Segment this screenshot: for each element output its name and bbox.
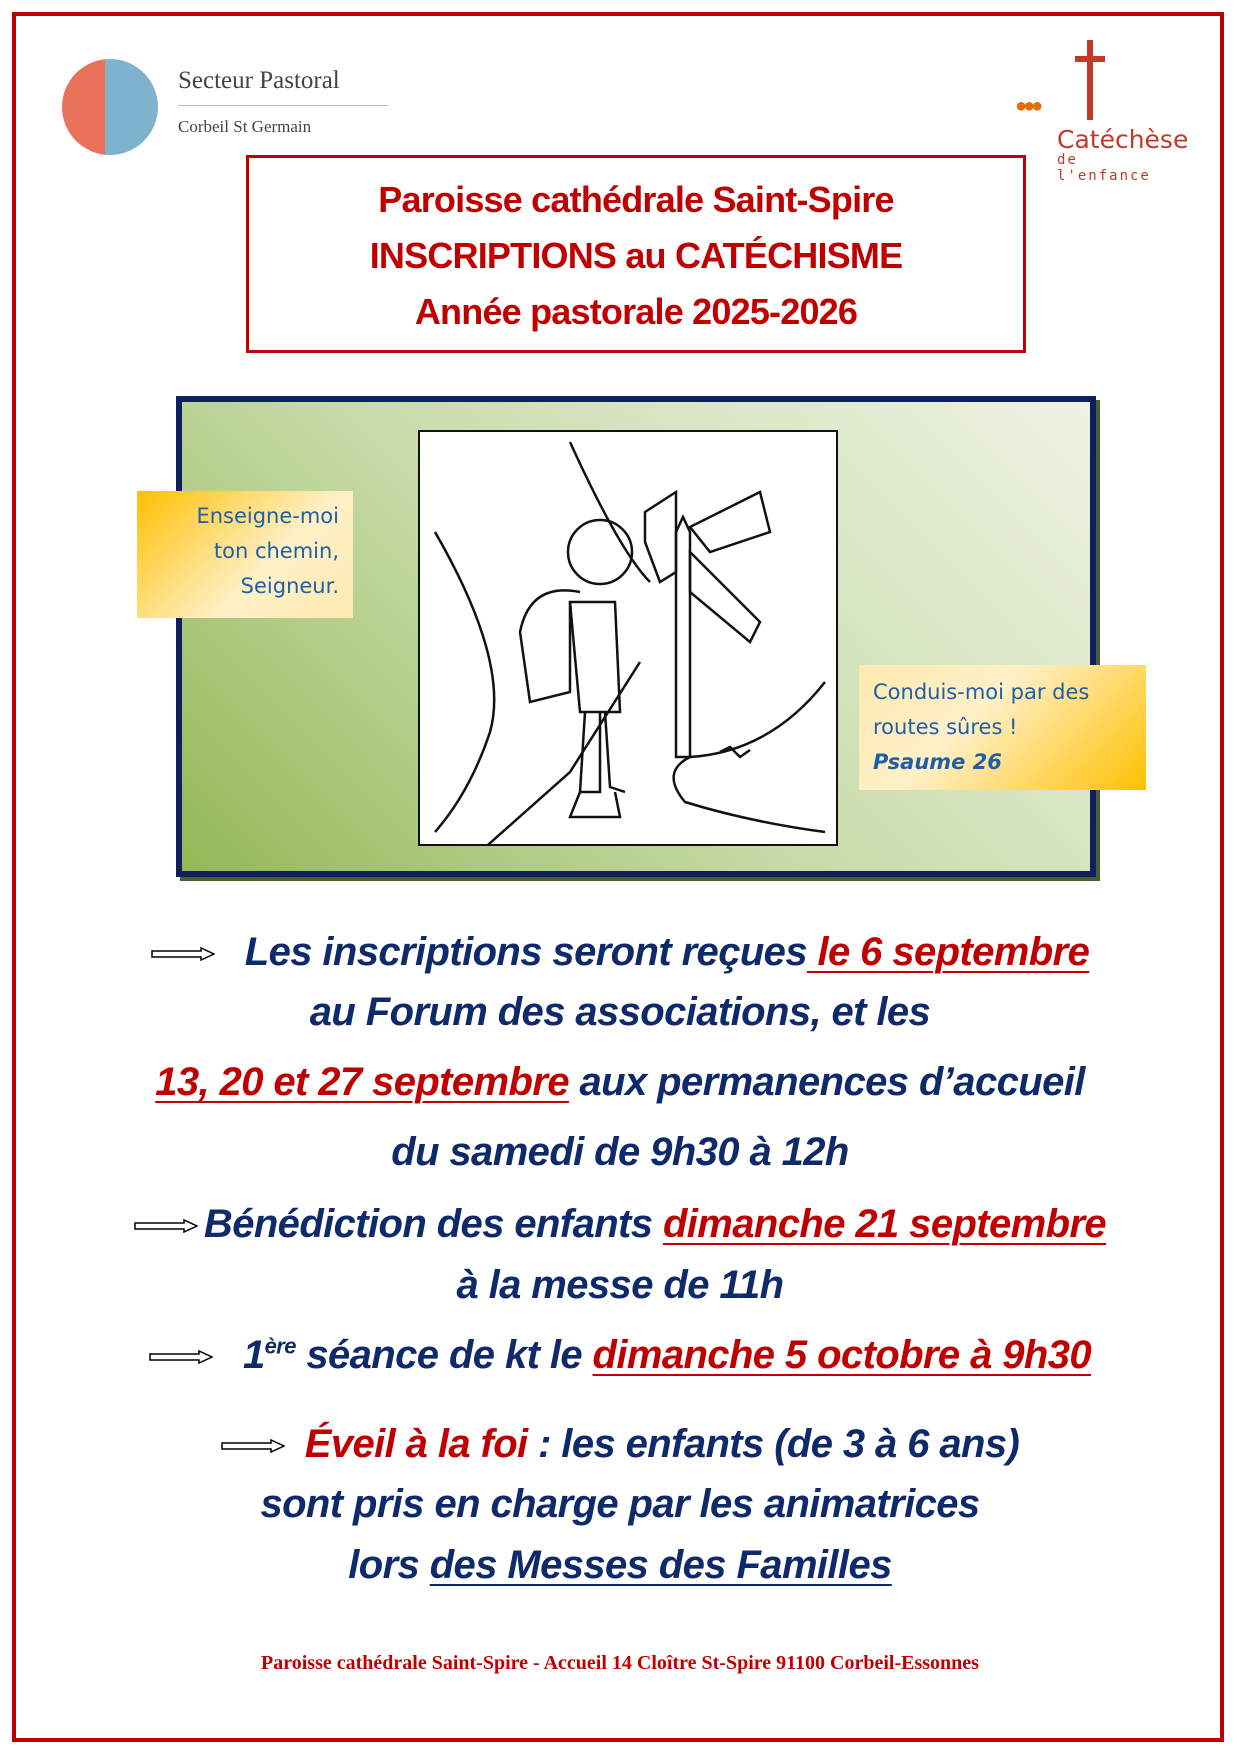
info-line-benediction	[0, 1202, 1240, 1247]
cross-bar	[1075, 56, 1105, 62]
superscript: ère	[264, 1333, 296, 1359]
cross-icon	[1087, 40, 1093, 120]
footer-address: Paroisse cathédrale Saint-Spire - Accueil 14 Cloître St-Spire 91100 Corbeil-Essonnes	[261, 1652, 979, 1674]
catechese-logo	[1005, 40, 1189, 184]
note-left-line: Enseigne-moi	[196, 504, 339, 528]
info-line-animatrices: sont pris en charge par les animatrices	[260, 1482, 980, 1526]
quote-note-left	[137, 491, 353, 618]
info-line-inscriptions	[0, 930, 1240, 975]
date-highlight: dimanche 21 septembre	[662, 1202, 1107, 1246]
date-highlight: dimanche 5 octobre à 9h30	[592, 1333, 1092, 1377]
eveil-highlight: Éveil à la foi	[304, 1422, 528, 1466]
arrow-right-icon	[149, 1350, 213, 1364]
info-line-eveil	[0, 1422, 1240, 1467]
info-line-mass: à la messe de 11h	[456, 1263, 784, 1307]
catechese-logo-subtitle: de l'enfance	[1057, 152, 1151, 184]
date-highlight: 13, 20 et 27 septembre	[155, 1060, 569, 1104]
arrow-right-icon	[221, 1439, 285, 1453]
text: aux permanences d’accueil	[568, 1060, 1085, 1104]
info-line-forum: au Forum des associations, et les	[309, 990, 931, 1034]
secteur-pastoral-logo	[62, 55, 402, 155]
text: 1	[242, 1333, 265, 1377]
quote-note-right	[859, 665, 1146, 790]
text: Les inscriptions seront reçues	[244, 930, 807, 974]
info-line-messes	[0, 1543, 1240, 1588]
text: lors	[348, 1543, 430, 1587]
logo-title: Secteur Pastoral	[178, 67, 340, 94]
info-line-permanences	[0, 1060, 1240, 1105]
title-box	[246, 155, 1026, 353]
note-left-line: ton chemin,	[213, 539, 339, 563]
info-line-first-session	[0, 1333, 1240, 1378]
arrow-right-icon	[134, 1219, 198, 1233]
hiker-signpost-illustration	[418, 430, 838, 846]
title-parish: Paroisse cathédrale Saint-Spire	[378, 179, 894, 220]
catechese-logo-title: Catéchèse	[1057, 125, 1189, 154]
note-right-line: routes sûres !	[873, 715, 1018, 739]
text: Bénédiction des enfants	[203, 1202, 663, 1246]
logo-divider	[178, 105, 388, 106]
text: : les enfants (de 3 à 6 ans)	[527, 1422, 1020, 1466]
date-highlight: le 6 septembre	[806, 930, 1090, 974]
arrow-right-icon	[151, 947, 215, 961]
info-line-hours: du samedi de 9h30 à 12h	[391, 1130, 849, 1174]
dove-logo-icon	[62, 59, 158, 155]
children-icon: ●●●	[1015, 95, 1040, 117]
title-inscriptions: INSCRIPTIONS au CATÉCHISME	[369, 235, 903, 276]
note-right-line: Conduis-moi par des	[873, 680, 1090, 704]
messes-familles-highlight: des Messes des Familles	[429, 1543, 892, 1587]
title-year: Année pastorale 2025-2026	[414, 291, 858, 332]
psalm-reference: Psaume 26	[873, 750, 1002, 774]
logo-subtitle: Corbeil St Germain	[178, 117, 312, 136]
text: séance de kt le	[295, 1333, 593, 1377]
note-left-line: Seigneur.	[240, 574, 339, 598]
